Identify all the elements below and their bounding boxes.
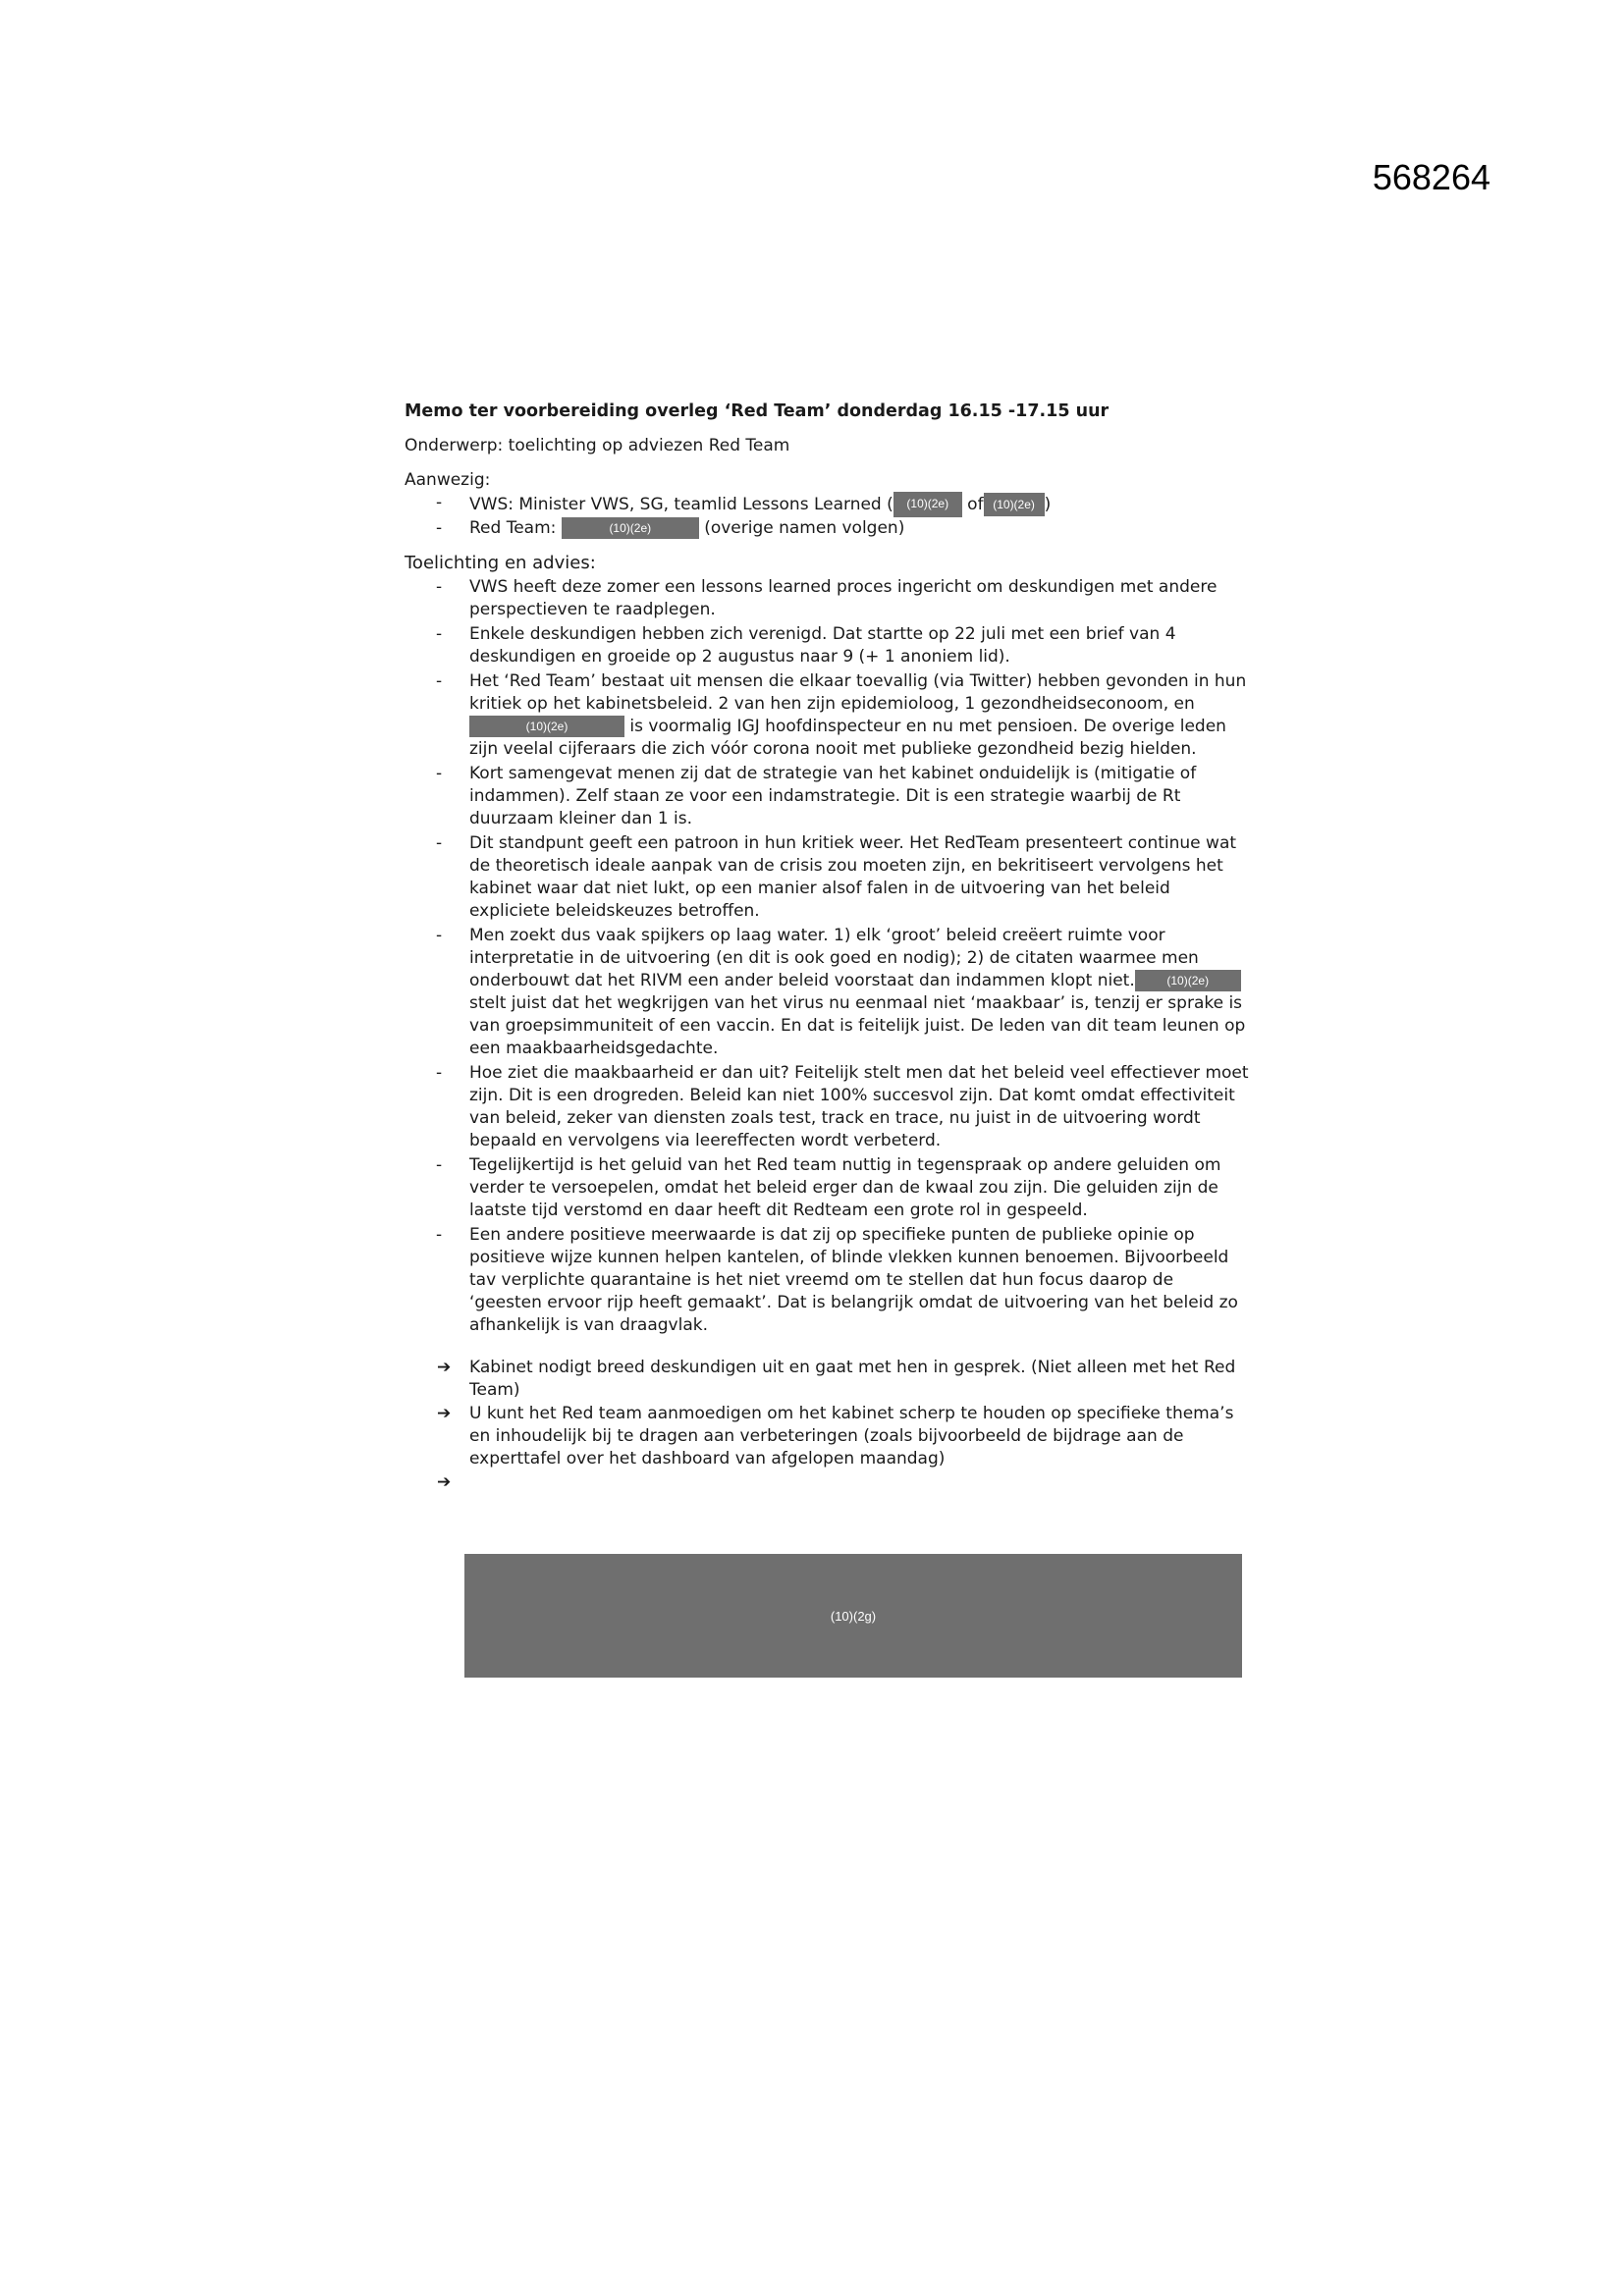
present-vws-close: ) xyxy=(1044,495,1052,514)
present-vws-text: VWS: Minister VWS, SG, teamlid Lessons Learned ( xyxy=(469,495,893,514)
present-label: Aanwezig: xyxy=(405,470,491,490)
present-vws-or: of xyxy=(967,495,984,514)
action-item xyxy=(405,1403,1249,1470)
explanation-label: Toelichting en advies: xyxy=(405,553,596,573)
redaction-box: (10)(2e) xyxy=(1135,970,1241,991)
list-item: - Dit standpunt geeft een patroon in hun kritiek weer. Het RedTeam presenteert continue wat de theoretisch ideale aanpak van de crisis zou moeten zijn, en bekritiseert vervolgens het kabinet waar dat niet lukt, op een manier alsof falen in de uitvoering van het beleid expliciete beleidskeuzes betroffen. xyxy=(405,832,1249,923)
redaction-box: (10)(2e) xyxy=(469,716,624,737)
redaction-block xyxy=(464,1554,1242,1678)
explanation-list xyxy=(405,576,1249,1337)
list-item: - Een andere positieve meerwaarde is dat zij op specifieke punten de publieke opinie op positieve wijze kunnen helpen kantelen, of blinde vlekken kunnen benoemen. Bijvoorbeeld tav verplichte quarantaine is het niet vreemd om te stellen dat hun focus daarop de ‘geesten ervoor rijp heeft gemaakt’. Dat is belangrijk omdat de uitvoering van het beleid zo afhankelijk is van draagvlak. xyxy=(405,1224,1249,1337)
redaction-label: (10)(2g) xyxy=(830,1608,877,1624)
redaction-box: (10)(2e) xyxy=(984,493,1045,516)
action-list xyxy=(405,1357,1249,1492)
memo-subject: Onderwerp: toelichting op adviezen Red Team xyxy=(405,436,790,455)
list-item: - Kort samengevat menen zij dat de strategie van het kabinet onduidelijk is (mitigatie of indammen). Zelf staan ze voor een indamstrategie. Dit is een strategie waarbij de Rt duurzaam kleiner dan 1 is. xyxy=(405,763,1249,830)
redaction-box: (10)(2e) xyxy=(893,492,962,517)
present-redteam-label: Red Team: xyxy=(469,518,557,538)
action-text: Kabinet nodigt breed deskundigen uit en gaat met hen in gesprek. (Niet alleen met het Red Team) xyxy=(469,1358,1236,1400)
arrow-right-icon: ➔ xyxy=(437,1472,452,1492)
action-item xyxy=(405,1357,1249,1402)
present-redteam xyxy=(405,517,1249,540)
list-item-text: Het ‘Red Team’ bestaat uit mensen die elkaar toevallig (via Twitter) hebben gevonden in hun kritiek op het kabinetsbeleid. 2 van hen zijn epidemioloog, 1 gezondheidseconoom, en xyxy=(469,671,1247,714)
list-item: - VWS heeft deze zomer een lessons learned proces ingericht om deskundigen met andere perspectieven te raadplegen. xyxy=(405,576,1249,621)
arrow-right-icon: ➔ xyxy=(437,1358,452,1377)
arrow-right-icon: ➔ xyxy=(437,1404,452,1423)
list-item-text: stelt juist dat het wegkrijgen van het virus nu eenmaal niet ‘maakbaar’ is, tenzij er sprake is van groepsimmuniteit of een vaccin. En dat is feitelijk juist. De leden van dit team leunen op een maakbaarheidsgedachte. xyxy=(469,993,1246,1058)
list-item: - Hoe ziet die maakbaarheid er dan uit? Feitelijk stelt men dat het beleid veel effectiever moet zijn. Dit is een drogreden. Beleid kan niet 100% succesvol zijn. Dat komt omdat effectiviteit van beleid, zeker van diensten zoals test, track en trace, nu juist in de uitvoering wordt bepaald en vervolgens via leereffecten wordt verbeterd. xyxy=(405,1062,1249,1152)
list-item: - Tegelijkertijd is het geluid van het Red team nuttig in tegenspraak op andere geluiden om verder te versoepelen, omdat het beleid erger dan de kwaal zou zijn. Die geluiden zijn de laatste tijd verstomd en daar heeft dit Redteam een grote rol in gespeeld. xyxy=(405,1154,1249,1222)
document-number: 568264 xyxy=(1372,157,1490,197)
redaction-box: (10)(2e) xyxy=(562,517,699,539)
present-redteam-note: (overige namen volgen) xyxy=(704,518,905,538)
memo-title: Memo ter voorbereiding overleg ‘Red Team’ donderdag 16.15 -17.15 uur xyxy=(405,401,1110,421)
action-text: U kunt het Red team aanmoedigen om het kabinet scherp te houden op specifieke thema’s en inhoudelijk bij te dragen aan verbeteringen (zoals bijvoorbeeld de bijdrage aan de experttafel over het dashboard van afgelopen maandag) xyxy=(469,1404,1234,1468)
list-item xyxy=(405,925,1249,1060)
memo xyxy=(405,400,1249,1492)
present-list xyxy=(405,492,1249,540)
list-item xyxy=(405,670,1249,761)
list-item-text: Men zoekt dus vaak spijkers op laag water. 1) elk ‘groot’ beleid creëert ruimte voor interpretatie in de uitvoering (en dit is ook goed en nodig); 2) de citaten waarmee men onderbouwt dat het RIVM een ander beleid voorstaat dan indammen klopt niet. xyxy=(469,926,1199,990)
present-vws xyxy=(405,492,1249,517)
list-item: - Enkele deskundigen hebben zich verenigd. Dat startte op 22 juli met een brief van 4 deskundigen en groeide op 2 augustus naar 9 (+ 1 anoniem lid). xyxy=(405,623,1249,668)
list-item-text: is voormalig IGJ hoofdinspecteur en nu met pensioen. De overige leden zijn veelal cijferaars die zich vóór corona nooit met publieke gezondheid bezig hielden. xyxy=(469,717,1226,759)
